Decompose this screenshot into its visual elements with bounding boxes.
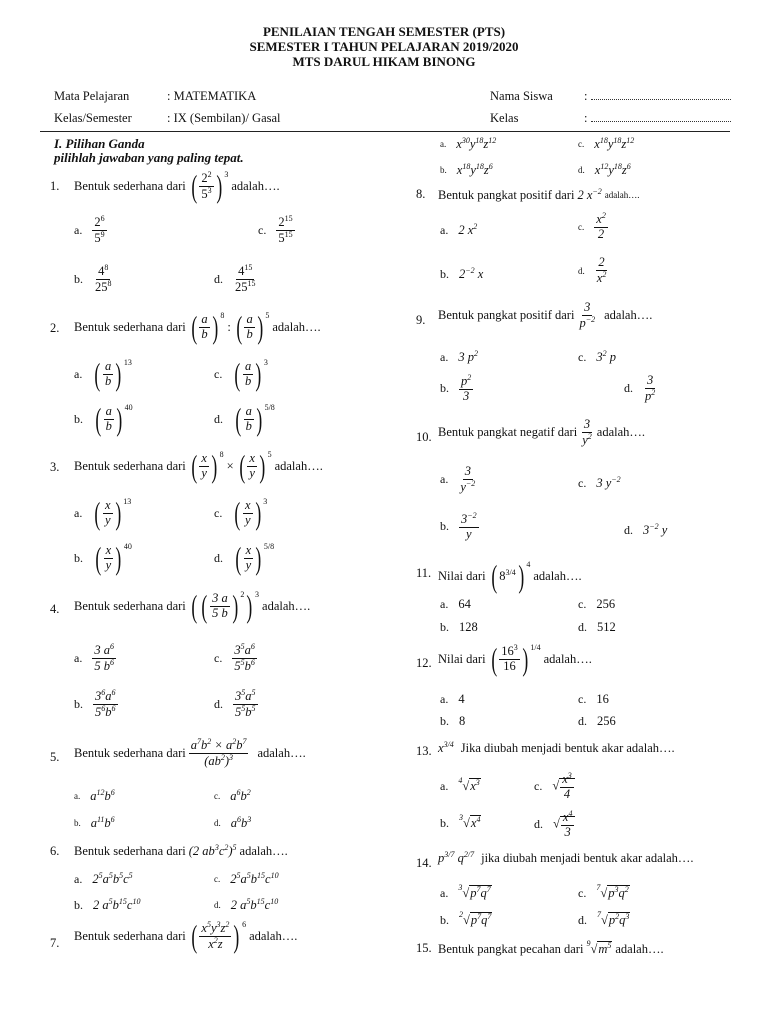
section-instruction: pilihlah jawaban yang paling tepat. (54, 150, 244, 165)
q9-option-c[interactable]: c. $3^2$ p (578, 349, 616, 365)
q2-option-c[interactable]: c. ( $\frac{a}{b}$ ) $^3$ (214, 356, 268, 392)
q9-option-b[interactable]: b. $\frac{p^2}{3}$ (440, 373, 472, 403)
subject-value: : MATEMATIKA (167, 89, 257, 103)
q3-option-b[interactable]: b. ( $\frac{x}{y}$ ) $^{40}$ (74, 540, 132, 576)
q1-option-b[interactable]: b. $\frac{4^8}{25^8}$ (74, 263, 112, 295)
q8-option-c[interactable]: c. $\frac{x^2}{2}$ (578, 211, 606, 241)
q10-option-a[interactable]: a. $\frac{3}{y^{-2}}$ (440, 464, 476, 494)
q7-option-c[interactable]: c. $x^{18}y^{18}z^{12}$ (578, 136, 635, 152)
q6-option-c[interactable]: c. $2^5a^5b^{15}c^{10}$ (214, 871, 279, 887)
q5-option-c[interactable]: c. $a^6b^2$ (214, 788, 251, 804)
q8-option-d[interactable]: d. $\frac{2}{x^2}$ (578, 255, 607, 285)
q4-option-c[interactable]: c. $\frac{3^5a^6}{5^5b^6}$ (214, 642, 255, 674)
q2-option-d[interactable]: d. ( $\frac{a}{b}$ ) $^{5/8}$ (214, 401, 275, 437)
q8-option-a[interactable]: a. 2 $x^2$ (440, 222, 478, 238)
q10-option-c[interactable]: c. 3 $y^{-2}$ (578, 475, 621, 491)
q6-option-b[interactable]: b. 2 $a^5b^{15}c^{10}$ (74, 897, 141, 913)
class-value: : IX (Sembilan)/ Gasal (167, 111, 281, 125)
q12-option-c[interactable]: c. 16 (578, 692, 609, 706)
q5-option-b[interactable]: b. $a^{11}b^6$ (74, 815, 115, 831)
q3-option-d[interactable]: d. ( $\frac{x}{y}$ ) $^{5/8}$ (214, 540, 275, 576)
q10-option-d[interactable]: d. $3^{-2}$ y (624, 522, 668, 538)
q13-option-c[interactable]: c. √ $\frac{x^3}{4}$ (534, 772, 575, 802)
q1-option-c[interactable]: c. $\frac{2^{15}}{5^{15}}$ (258, 214, 293, 246)
q7-option-b[interactable]: b. $x^{18}y^{18}z^6$ (440, 162, 493, 178)
school-name: MTS DARUL HIKAM BINONG (292, 54, 476, 69)
q13-option-d[interactable]: d. √ $\frac{x^4}{3}$ (534, 810, 575, 840)
q5-option-a[interactable]: a. $a^{12}b^6$ (74, 788, 115, 804)
exam-semester: SEMESTER I TAHUN PELAJARAN 2019/2020 (249, 39, 519, 54)
q11-option-a[interactable]: a. 64 (440, 597, 471, 611)
q2-option-a[interactable]: a. ( $\frac{a}{b}$ ) $^{13}$ (74, 356, 132, 392)
q12-option-b[interactable]: b. 8 (440, 714, 466, 728)
q6-option-a[interactable]: a. $2^5a^5b^5c^5$ (74, 871, 133, 887)
student-name-field[interactable]: : (584, 89, 731, 104)
q10-option-b[interactable]: b. $\frac{3^{-2}}{y}$ (440, 511, 477, 541)
q6-option-d[interactable]: d. 2 $a^5b^{15}c^{10}$ (214, 897, 279, 913)
q3-option-c[interactable]: c. ( $\frac{x}{y}$ ) $^3$ (214, 495, 268, 531)
kelas-label: Kelas (490, 111, 519, 125)
q14-option-a[interactable]: a. $^3√p^7q^7$ (440, 883, 491, 901)
q13-option-b[interactable]: b. $^3√x^4$ (440, 813, 481, 831)
q14-option-b[interactable]: b. $^2√p^7q^7$ (440, 910, 492, 928)
q4-option-d[interactable]: d. $\frac{3^5a^5}{5^5b^5}$ (214, 688, 256, 720)
q13-option-a[interactable]: a. $^4√x^3$ (440, 776, 480, 794)
q5-option-d[interactable]: d. $a^6b^3$ (214, 815, 252, 831)
q11-option-d[interactable]: d. 512 (578, 620, 616, 634)
student-name-label: Nama Siswa (490, 89, 553, 103)
q2-option-b[interactable]: b. ( $\frac{a}{b}$ ) $^{40}$ (74, 401, 133, 437)
q14-option-d[interactable]: d. $^7√p^2q^3$ (578, 910, 630, 928)
q12-option-d[interactable]: d. 256 (578, 714, 616, 728)
q4-option-a[interactable]: a. $\frac{3 a^6}{5 b^6}$ (74, 642, 114, 674)
class-label: Kelas/Semester (54, 111, 132, 125)
q11-option-c[interactable]: c. 256 (578, 597, 616, 611)
q4-option-b[interactable]: b. $\frac{3^6a^6}{5^6b^6}$ (74, 688, 116, 720)
q9-option-a[interactable]: a. 3 $p^2$ (440, 349, 478, 365)
q11-option-b[interactable]: b. 128 (440, 620, 478, 634)
kelas-field[interactable]: : (584, 111, 731, 126)
q12-option-a[interactable]: a. 4 (440, 692, 465, 706)
q14-option-c[interactable]: c. $^7√p^3q^2$ (578, 883, 629, 901)
q1-option-a[interactable]: a. $\frac{2^6}{5^9}$ (74, 214, 105, 246)
q1-option-d[interactable]: d. $\frac{4^{15}}{25^{15}}$ (214, 263, 256, 295)
q8-option-b[interactable]: b. $2^{-2}$ x (440, 266, 484, 282)
section-title: I. Pilihan Ganda (54, 136, 145, 151)
q7-option-a[interactable]: a. $x^{30}y^{18}z^{12}$ (440, 136, 497, 152)
exam-title: PENILAIAN TENGAH SEMESTER (PTS) (262, 24, 506, 39)
header-divider (40, 131, 730, 132)
q3-option-a[interactable]: a. ( $\frac{x}{y}$ ) $^{13}$ (74, 495, 132, 531)
subject-label: Mata Pelajaran (54, 89, 130, 103)
q7-option-d[interactable]: d. $x^{12}y^{18}z^6$ (578, 162, 631, 178)
q9-option-d[interactable]: d. $\frac{3}{p^2}$ (624, 373, 656, 403)
